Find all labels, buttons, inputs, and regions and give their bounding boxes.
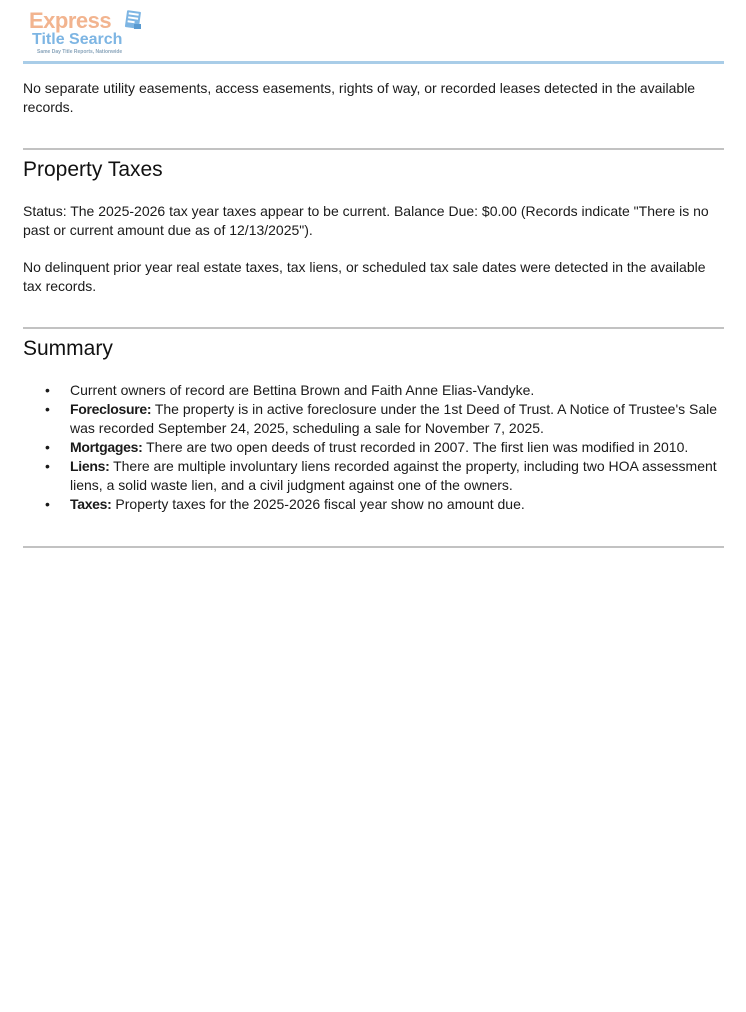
section-divider bbox=[23, 546, 724, 548]
summary-item-liens bbox=[23, 457, 724, 495]
summary-item-label: Liens: bbox=[70, 458, 110, 474]
section-divider bbox=[23, 327, 724, 329]
tax-delinquency-paragraph: No delinquent prior year real estate taxes, tax liens, or scheduled tax sale dates were detected in the available tax records. bbox=[23, 259, 706, 294]
report-header bbox=[23, 0, 724, 64]
summary-heading: Summary bbox=[23, 337, 113, 360]
summary-item-text: Current owners of record are Bettina Brown and Faith Anne Elias-Vandyke. bbox=[70, 382, 535, 398]
bullet-icon: • bbox=[45, 439, 50, 455]
logo-tagline: Same Day Title Reports, Nationwide bbox=[37, 49, 123, 55]
summary-item-label: Taxes: bbox=[70, 496, 112, 512]
report-page bbox=[23, 0, 724, 512]
bullet-icon: • bbox=[45, 382, 50, 398]
summary-item-text: There are two open deeds of trust recorded in 2007. The first lien was modified in 2010. bbox=[142, 439, 689, 455]
summary-item-foreclosure bbox=[23, 400, 724, 438]
summary-item-text: The property is in active foreclosure under the 1st Deed of Trust. A Notice of Trustee's Sale was recorded September 24, 2025, scheduling a sale for November 7, 2025. bbox=[70, 401, 718, 436]
express-title-search-logo bbox=[29, 9, 147, 57]
summary-item-owners bbox=[23, 381, 724, 400]
document-clipboard-icon bbox=[121, 9, 143, 31]
summary-item-taxes bbox=[23, 495, 724, 514]
bullet-icon: • bbox=[45, 458, 50, 474]
summary-item-text: Property taxes for the 2025-2026 fiscal year show no amount due. bbox=[111, 496, 525, 512]
logo-wordmark-title-search: Title Search bbox=[32, 31, 123, 48]
summary-item-mortgages bbox=[23, 438, 724, 457]
bullet-icon: • bbox=[45, 401, 50, 417]
easements-paragraph: No separate utility easements, access easements, rights of way, or recorded leases detected in the available records. bbox=[23, 80, 696, 115]
logo-wordmark-express: Express bbox=[29, 8, 112, 33]
property-taxes-heading: Property Taxes bbox=[23, 158, 163, 181]
summary-list bbox=[23, 381, 724, 514]
tax-status-paragraph: Status: The 2025-2026 tax year taxes appear to be current. Balance Due: $0.00 (Records indicate "There is no past or current amount due as of 12/13/2025"). bbox=[23, 203, 709, 238]
bullet-icon: • bbox=[45, 496, 50, 512]
summary-item-label: Mortgages: bbox=[70, 439, 143, 455]
summary-item-label: Foreclosure: bbox=[70, 401, 152, 417]
section-divider bbox=[23, 148, 724, 150]
summary-item-text: There are multiple involuntary liens recorded against the property, including two HOA assessment liens, a solid waste lien, and a civil judgment against one of the owners. bbox=[70, 458, 717, 493]
